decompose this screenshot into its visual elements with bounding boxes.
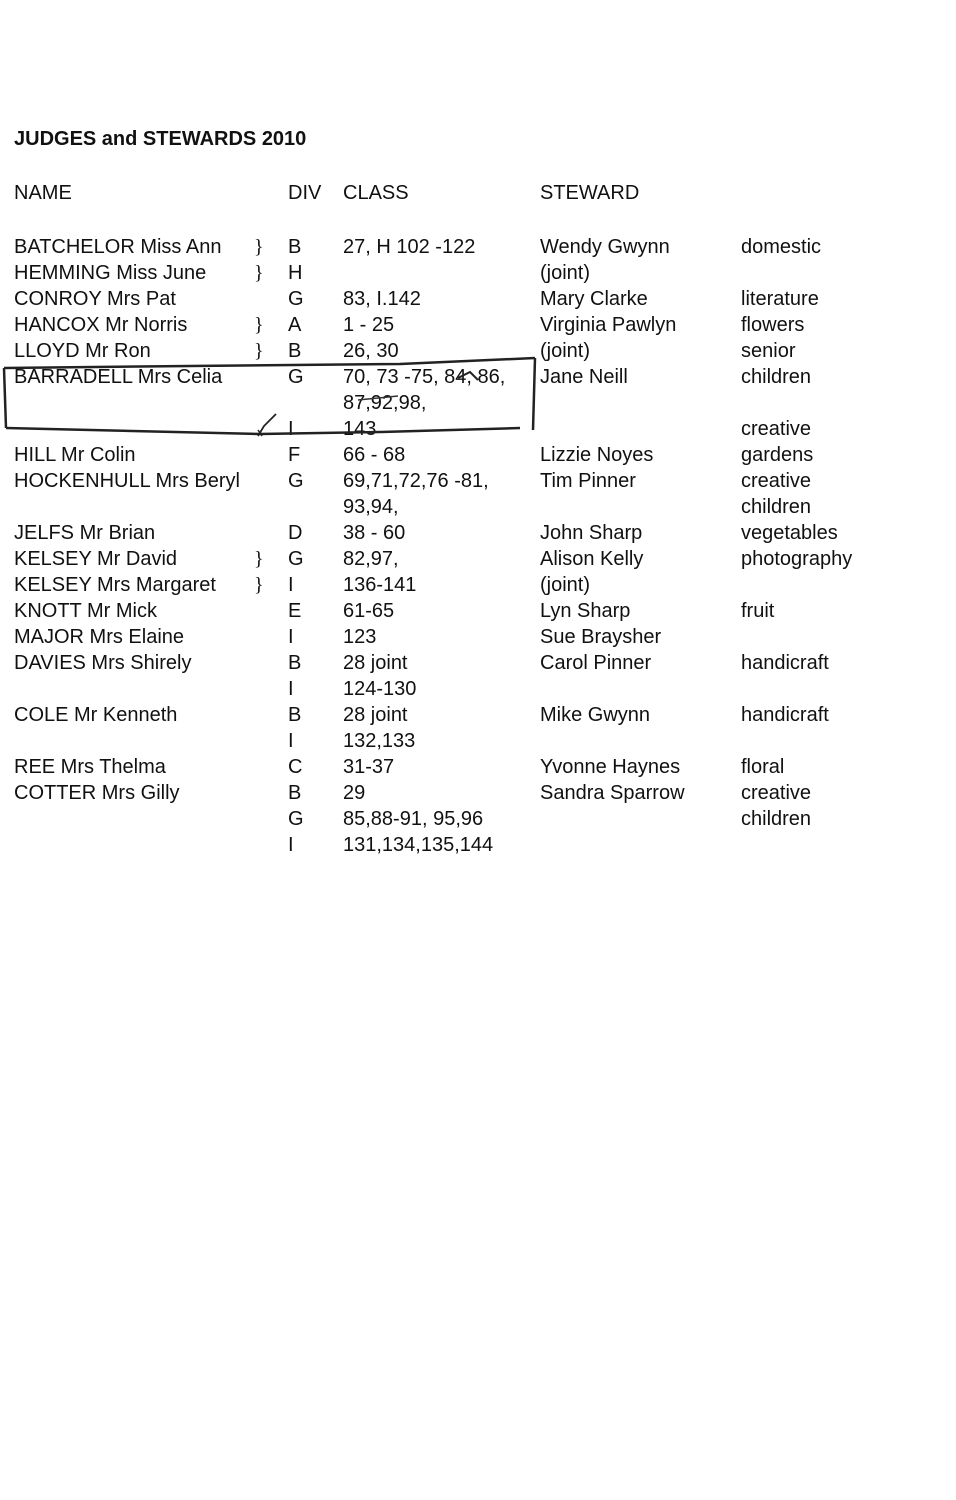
cell-steward: Mary Clarke (540, 288, 648, 310)
cell-steward: Wendy Gwynn (540, 236, 670, 258)
cell-name: JELFS Mr Brian (14, 522, 156, 544)
cell-class: 136-141 (343, 574, 417, 596)
cell-div: D (288, 522, 303, 544)
cell-div: A (288, 314, 302, 336)
cell-category: creative (741, 782, 812, 804)
cell-steward: John Sharp (540, 522, 643, 544)
cell-steward: Alison Kelly (540, 548, 644, 570)
cell-class: 85,88-91, 95,96 (343, 808, 484, 830)
cell-category: children (741, 808, 812, 830)
cell-brace: } (254, 314, 264, 336)
cell-steward: Lyn Sharp (540, 600, 631, 622)
header-div: DIV (288, 182, 322, 204)
cell-div: I (288, 730, 294, 752)
cell-brace: } (254, 340, 264, 362)
cell-category: photography (741, 548, 853, 570)
header-class: CLASS (343, 182, 409, 204)
cell-class: 26, 30 (343, 340, 399, 362)
cell-class: 70, 73 -75, 84, 86, (343, 366, 506, 388)
cell-name: HEMMING Miss June (14, 262, 207, 284)
cell-div: C (288, 756, 303, 778)
cell-name: KNOTT Mr Mick (14, 600, 157, 622)
cell-div: I (288, 574, 294, 596)
cell-class: 124-130 (343, 678, 417, 700)
cell-category: senior (741, 340, 796, 362)
cell-div: F (288, 444, 301, 466)
cell-steward: Carol Pinner (540, 652, 652, 674)
header-name: NAME (14, 182, 72, 204)
cell-steward: Lizzie Noyes (540, 444, 654, 466)
header-steward: STEWARD (540, 182, 640, 204)
cell-name: CONROY Mrs Pat (14, 288, 176, 310)
cell-div: B (288, 652, 302, 674)
cell-class: 28 joint (343, 704, 408, 726)
cell-class: 82,97, (343, 548, 399, 570)
cell-steward: (joint) (540, 340, 591, 362)
document-title: JUDGES and STEWARDS 2010 (14, 128, 307, 150)
cell-category: creative (741, 418, 812, 440)
cell-div: G (288, 366, 304, 388)
cell-name: COTTER Mrs Gilly (14, 782, 180, 804)
cell-div: B (288, 236, 302, 258)
cell-category: floral (741, 756, 785, 778)
cell-div: B (288, 340, 302, 362)
cell-name: BATCHELOR Miss Ann (14, 236, 222, 258)
cell-div: G (288, 288, 304, 310)
cell-div: E (288, 600, 302, 622)
cell-div: H (288, 262, 303, 284)
cell-name: MAJOR Mrs Elaine (14, 626, 185, 648)
cell-steward: (joint) (540, 574, 591, 596)
cell-class: 123 (343, 626, 377, 648)
cell-brace: } (254, 548, 264, 570)
cell-div: I (288, 678, 294, 700)
cell-name: COLE Mr Kenneth (14, 704, 178, 726)
cell-category: creative (741, 470, 812, 492)
cell-div: I (288, 418, 294, 440)
cell-class: 27, H 102 -122 (343, 236, 476, 258)
cell-steward: Yvonne Haynes (540, 756, 681, 778)
cell-category: domestic (741, 236, 822, 258)
cell-name: REE Mrs Thelma (14, 756, 166, 778)
cell-steward: Tim Pinner (540, 470, 636, 492)
cell-class: 1 - 25 (343, 314, 395, 336)
cell-name: BARRADELL Mrs Celia (14, 366, 223, 388)
cell-brace: } (254, 236, 264, 258)
cell-category: gardens (741, 444, 814, 466)
cell-category: fruit (741, 600, 775, 622)
cell-name: HANCOX Mr Norris (14, 314, 188, 336)
cell-class: 28 joint (343, 652, 408, 674)
cell-category: handicraft (741, 652, 829, 674)
cell-steward: Sue Braysher (540, 626, 662, 648)
cell-div: I (288, 834, 294, 856)
cell-class: 143 (343, 418, 377, 440)
cell-category: children (741, 366, 812, 388)
cell-steward: Virginia Pawlyn (540, 314, 677, 336)
cell-brace: } (254, 262, 264, 284)
cell-class: 132,133 (343, 730, 416, 752)
cell-name: LLOYD Mr Ron (14, 340, 151, 362)
cell-div: B (288, 704, 302, 726)
cell-class: 31-37 (343, 756, 395, 778)
cell-steward: Sandra Sparrow (540, 782, 685, 804)
cell-name: HILL Mr Colin (14, 444, 136, 466)
cell-category: vegetables (741, 522, 838, 544)
cell-steward: Mike Gwynn (540, 704, 651, 726)
cell-class: 66 - 68 (343, 444, 406, 466)
cell-div: B (288, 782, 302, 804)
cell-div: G (288, 470, 304, 492)
cell-class: 131,134,135,144 (343, 834, 494, 856)
cell-category: literature (741, 288, 819, 310)
cell-category: flowers (741, 314, 805, 336)
cell-class: 87,92,98, (343, 392, 427, 414)
cell-name: KELSEY Mr David (14, 548, 178, 570)
cell-category: handicraft (741, 704, 829, 726)
cell-class: 93,94, (343, 496, 399, 518)
cell-div: G (288, 548, 304, 570)
cell-div: G (288, 808, 304, 830)
cell-class: 29 (343, 782, 366, 804)
cell-steward: (joint) (540, 262, 591, 284)
cell-name: HOCKENHULL Mrs Beryl (14, 470, 240, 492)
cell-class: 61-65 (343, 600, 395, 622)
cell-name: KELSEY Mrs Margaret (14, 574, 216, 596)
cell-div: I (288, 626, 294, 648)
cell-steward: Jane Neill (540, 366, 628, 388)
cell-brace: } (254, 574, 264, 596)
cell-class: 69,71,72,76 -81, (343, 470, 489, 492)
cell-class: 38 - 60 (343, 522, 406, 544)
cell-class: 83, I.142 (343, 288, 421, 310)
cell-category: children (741, 496, 812, 518)
cell-name: DAVIES Mrs Shirely (14, 652, 192, 674)
